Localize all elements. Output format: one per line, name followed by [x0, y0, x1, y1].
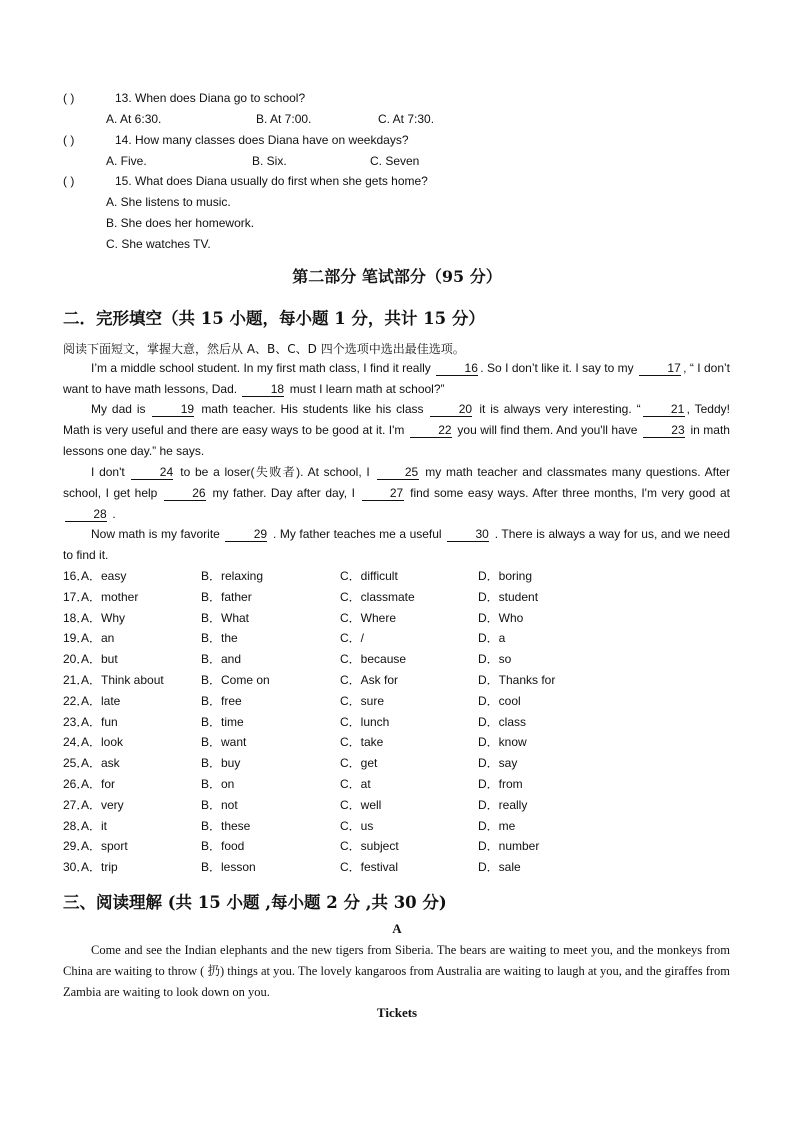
- option-choice-c[interactable]: C．us: [340, 818, 374, 833]
- option-number: 18．: [63, 610, 89, 625]
- question-14: 14. How many classes does Diana have on weekdays?: [115, 133, 409, 147]
- p3-text-1: I don't: [91, 465, 125, 479]
- option-number: 16．: [63, 569, 89, 583]
- option-row: [63, 608, 743, 628]
- option-14-c[interactable]: C. Seven: [370, 154, 420, 168]
- option-choice-b[interactable]: B．time: [201, 714, 244, 729]
- blank-24[interactable]: 24: [131, 466, 173, 480]
- blank-21[interactable]: 21: [643, 403, 685, 417]
- p3-text-2: to be a loser(失败者). At school, I: [180, 465, 370, 479]
- p1-text-4: must I learn math at school?”: [289, 381, 445, 396]
- p1-text-3: , “ I don’t want to have math lessons, Dad.: [63, 361, 731, 396]
- option-number: 30．: [63, 860, 89, 875]
- blank-18[interactable]: 18: [242, 383, 284, 397]
- option-choice-a[interactable]: A．very: [81, 797, 124, 812]
- tickets-label: Tickets: [376, 1005, 418, 1020]
- p4-text-1: Now math is my favorite: [91, 527, 220, 541]
- p3-text-6: .: [112, 506, 116, 521]
- blank-26[interactable]: 26: [164, 487, 206, 501]
- option-choice-c[interactable]: C．at: [340, 777, 371, 791]
- section-a-label: A: [392, 921, 402, 936]
- option-15-b[interactable]: B. She does her homework.: [106, 216, 255, 230]
- option-choice-b[interactable]: B．relaxing: [201, 569, 264, 583]
- option-choice-d[interactable]: D．me: [478, 818, 516, 833]
- option-row: [63, 649, 743, 669]
- option-choice-b[interactable]: B．and: [201, 652, 242, 667]
- option-row: [63, 628, 743, 648]
- option-row: [63, 795, 743, 815]
- p4-text-2: . My father teaches me a useful: [272, 527, 442, 541]
- option-choice-a[interactable]: A．easy: [81, 569, 127, 583]
- blank-29[interactable]: 29: [225, 528, 267, 542]
- option-number: 20．: [63, 652, 89, 667]
- option-13-b[interactable]: B. At 7:00.: [256, 112, 312, 126]
- p1-text-2: . So I don’t like it. I say to my: [480, 361, 634, 375]
- option-15-a[interactable]: A. She listens to music.: [106, 195, 231, 209]
- part-two-title: 第二部分 笔试部分（95 分）: [292, 267, 502, 286]
- option-choice-b[interactable]: B．these: [201, 818, 251, 833]
- option-number: 24．: [63, 735, 89, 750]
- option-choice-c[interactable]: C．lunch: [340, 714, 390, 729]
- option-number: 25．: [63, 756, 89, 771]
- option-choice-c[interactable]: C．/: [340, 631, 365, 646]
- option-number: 29．: [63, 839, 89, 854]
- option-row: [63, 691, 743, 711]
- option-choice-c[interactable]: C．sure: [340, 693, 385, 708]
- p4-text-3: . There is always a way for us, and we need to find it.: [63, 527, 730, 562]
- p2-text-5: you will find them. And you'll have: [457, 422, 638, 437]
- option-choice-a[interactable]: A．late: [81, 693, 121, 708]
- blank-20[interactable]: 20: [430, 403, 472, 417]
- option-choice-a[interactable]: A．fun: [81, 714, 118, 729]
- option-14-b[interactable]: B. Six.: [252, 154, 287, 168]
- option-number: 19．: [63, 631, 89, 646]
- option-choice-d[interactable]: D．so: [478, 652, 512, 667]
- option-choice-a[interactable]: A．for: [81, 777, 116, 791]
- option-choice-d[interactable]: D．from: [478, 777, 523, 791]
- option-choice-d[interactable]: D．know: [478, 735, 527, 750]
- option-choice-b[interactable]: B．father: [201, 589, 252, 604]
- option-row: [63, 566, 743, 586]
- option-choice-b[interactable]: B．buy: [201, 756, 241, 771]
- blank-25[interactable]: 25: [377, 466, 419, 480]
- p2-text-2: math teacher. His students like his class: [201, 402, 424, 416]
- option-choice-c[interactable]: C．get: [340, 756, 378, 771]
- option-row: [63, 836, 743, 856]
- option-choice-a[interactable]: A．Why: [81, 610, 126, 625]
- blank-17[interactable]: 17: [639, 362, 681, 376]
- option-choice-b[interactable]: B．Come on: [201, 673, 270, 687]
- option-choice-c[interactable]: C．classmate: [340, 589, 415, 604]
- blank-30[interactable]: 30: [447, 528, 489, 542]
- reading-section-title: 三、阅读理解 (共 15 小题 ,每小题 2 分 ,共 30 分): [63, 893, 447, 912]
- option-choice-d[interactable]: D．sale: [478, 860, 521, 875]
- option-row: [63, 857, 743, 877]
- p2-text-1: My dad is: [91, 402, 146, 416]
- option-choice-d[interactable]: D．cool: [478, 693, 521, 708]
- option-choice-a[interactable]: A．it: [81, 818, 108, 833]
- option-number: 21．: [63, 673, 89, 687]
- option-choice-d[interactable]: D．class: [478, 714, 527, 729]
- option-choice-c[interactable]: C．subject: [340, 839, 399, 854]
- option-15-c[interactable]: C. She watches TV.: [106, 237, 211, 251]
- cloze-paragraph-2: [63, 399, 730, 461]
- option-choice-d[interactable]: D．say: [478, 756, 518, 771]
- cloze-paragraph-4: [63, 524, 730, 566]
- question-15: 15. What does Diana usually do first when she gets home?: [115, 174, 428, 188]
- option-choice-a[interactable]: A．trip: [81, 860, 118, 875]
- answer-paren-13[interactable]: ( ): [63, 91, 75, 105]
- option-row: [63, 712, 743, 732]
- option-choice-d[interactable]: D．a: [478, 631, 506, 646]
- option-number: 23．: [63, 714, 89, 729]
- option-choice-b[interactable]: B．lesson: [201, 860, 256, 875]
- p3-text-3: my math teacher and classmates many questions. After school, I get help: [63, 465, 730, 500]
- option-number: 26．: [63, 777, 89, 791]
- blank-28[interactable]: 28: [65, 508, 107, 522]
- option-choice-a[interactable]: A．mother: [81, 589, 139, 604]
- cloze-paragraph-3: [63, 462, 730, 524]
- p2-text-3: it is always very interesting. “: [479, 402, 641, 416]
- option-number: 22．: [63, 693, 89, 708]
- option-choice-b[interactable]: B．want: [201, 735, 247, 750]
- cloze-section-title: 二．完形填空（共 15 小题，每小题 1 分，共计 15 分）: [63, 309, 485, 328]
- option-number: 17．: [63, 589, 89, 604]
- option-choice-b[interactable]: B．free: [201, 693, 242, 708]
- p3-text-4: my father. Day after day, I: [212, 485, 356, 500]
- option-choice-a[interactable]: A．an: [81, 631, 115, 646]
- option-choice-b[interactable]: B．the: [201, 631, 238, 646]
- option-choice-b[interactable]: B．on: [201, 777, 235, 791]
- option-choice-c[interactable]: C．because: [340, 652, 407, 667]
- p3-text-5: find some easy ways. After three months, I'm very good at: [410, 485, 730, 500]
- option-choice-a[interactable]: A．sport: [81, 839, 128, 854]
- option-choice-d[interactable]: D．boring: [478, 569, 533, 583]
- option-choice-d[interactable]: D．Who: [478, 610, 524, 625]
- option-row: [63, 774, 743, 794]
- option-choice-d[interactable]: D．really: [478, 797, 528, 812]
- blank-27[interactable]: 27: [362, 487, 404, 501]
- option-choice-d[interactable]: D．number: [478, 839, 540, 854]
- cloze-paragraph-1: [63, 358, 730, 400]
- answer-paren-14[interactable]: ( ): [63, 133, 75, 147]
- option-choice-c[interactable]: C．well: [340, 797, 382, 812]
- option-choice-c[interactable]: C．festival: [340, 860, 399, 875]
- option-row: [63, 587, 743, 607]
- option-row: [63, 732, 743, 752]
- option-13-a[interactable]: A. At 6:30.: [106, 112, 162, 126]
- option-14-a[interactable]: A. Five.: [106, 154, 147, 168]
- blank-22[interactable]: 22: [410, 424, 452, 438]
- p2-text-4: , Teddy! Math is very useful and there are easy ways to be good at it. I'm: [63, 402, 730, 437]
- p1-text-1: I’m a middle school student. In my first math class, I find it really: [91, 361, 431, 375]
- option-choice-b[interactable]: B．food: [201, 839, 245, 854]
- blank-19[interactable]: 19: [152, 403, 194, 417]
- option-13-c[interactable]: C. At 7:30.: [378, 112, 435, 126]
- option-choice-d[interactable]: D．student: [478, 589, 539, 604]
- option-choice-a[interactable]: A．but: [81, 652, 118, 667]
- option-choice-b[interactable]: B．What: [201, 610, 250, 625]
- option-row: [63, 753, 743, 773]
- blank-23[interactable]: 23: [643, 424, 685, 438]
- answer-paren-15[interactable]: ( ): [63, 174, 75, 188]
- option-number: 27．: [63, 797, 89, 812]
- option-choice-b[interactable]: B．not: [201, 797, 238, 812]
- p2-text-6: in math lessons one day.” he says.: [63, 422, 730, 458]
- reading-passage-a: Come and see the Indian elephants and the new tigers from Siberia. The bears are waiting to meet you, and the monkeys from China are waiting to throw ( 扔) things at you. The lovely kangaroos from Australia are waiting to laugh at you, and the giraffes from Zambia are waiting to look down on you.: [63, 943, 730, 999]
- option-row: [63, 816, 743, 836]
- option-choice-d[interactable]: D．Thanks for: [478, 673, 556, 687]
- option-choice-a[interactable]: A．ask: [81, 756, 120, 771]
- option-choice-a[interactable]: A．look: [81, 735, 124, 750]
- option-choice-c[interactable]: C．difficult: [340, 569, 398, 583]
- option-number: 28．: [63, 818, 89, 833]
- option-choice-c[interactable]: C．Ask for: [340, 673, 399, 687]
- blank-16[interactable]: 16: [436, 362, 478, 376]
- cloze-instruction: 阅读下面短文，掌握大意，然后从 A、B、C、D 四个选项中选出最佳选项。: [63, 342, 465, 356]
- option-choice-c[interactable]: C．Where: [340, 610, 397, 625]
- option-choice-c[interactable]: C．take: [340, 735, 384, 750]
- option-row: [63, 670, 743, 690]
- option-choice-a[interactable]: A．Think about: [81, 673, 164, 687]
- question-13: 13. When does Diana go to school?: [115, 91, 306, 105]
